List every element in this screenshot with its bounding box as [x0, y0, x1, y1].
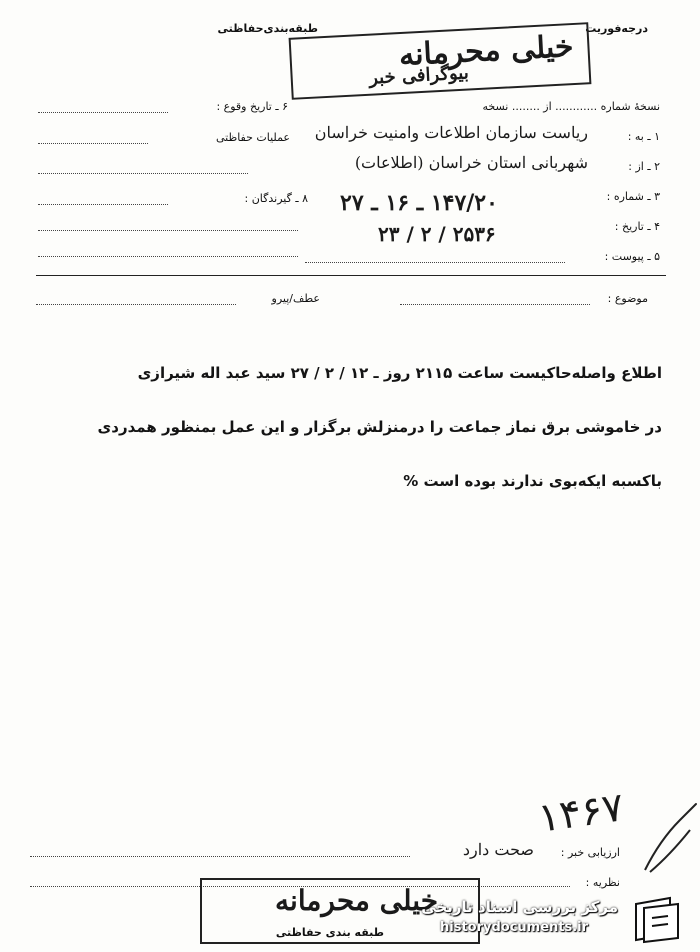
subject-label: موضوع : — [607, 292, 648, 305]
from-value: شهربانی استان خراسان (اطلاعات) — [354, 153, 588, 172]
body-line-2: در خاموشی برق نماز جماعت را درمنزلش برگزار و این عمل بمنظور همدردی — [97, 418, 662, 436]
to-dots — [38, 143, 148, 144]
body-line-1: اطلاع واصله‌حاکیست ساعت ۲۱۱۵ روز ـ ۱۲ / ۲ / ۲۷ سید عبد اله شیرازی — [137, 364, 662, 382]
reference-dots — [36, 304, 236, 305]
evaluation-dots — [30, 856, 410, 857]
stamp-bottom-sub: طبقه بندی حفاظتی — [275, 926, 384, 939]
evaluation-label: ارزیابی خبر : — [560, 846, 620, 859]
watermark-title: مرکز بررسی اسناد تاریخی — [421, 898, 618, 916]
from-label: ۲ ـ از : — [628, 160, 660, 173]
date-label: ۴ ـ تاریخ : — [614, 220, 660, 233]
watermark-url: historydocuments.ir — [440, 920, 589, 935]
copy-number-field: نسخهٔ شماره ............ از ........ نسخه — [482, 100, 660, 113]
header-divider — [36, 275, 666, 276]
evaluation-value: صحت دارد — [462, 840, 534, 859]
stamp-top-text: خیلی محرمانه — [398, 29, 575, 74]
degree-label: درجه‌فوریت — [585, 22, 648, 35]
number-value: ۱۴۷/۲۰ ـ ۱۶ ـ ۲۷ — [340, 190, 498, 216]
reference-label: عطف/پیرو — [271, 292, 320, 305]
stamp-bottom-text: خیلی محرمانه — [275, 884, 438, 917]
opinion-label: نظریه : — [585, 876, 620, 889]
number-label: ۳ ـ شماره : — [606, 190, 660, 203]
subject-dots — [400, 304, 590, 305]
from-dots — [38, 173, 248, 174]
classification-label: طبقه‌بندی‌حفاظتی — [217, 22, 318, 35]
recipients-label: ۸ ـ گیرندگان : — [244, 192, 308, 205]
stamp-top-sub: بیوگرافی خبر — [368, 62, 470, 89]
recipients-dots-1 — [38, 204, 168, 205]
to-label: ۱ ـ به : — [627, 130, 660, 143]
recipients-dots-2 — [38, 230, 298, 231]
watermark-logo-icon — [630, 894, 686, 944]
handwritten-number: ۱۴۶۷ — [535, 784, 627, 842]
to-value-2: عملیات حفاظتی — [215, 131, 290, 144]
attachment-dots — [305, 262, 565, 263]
body-line-3: باکسبه ایکه‌بوی ندارند بوده است % — [403, 472, 662, 490]
signature-scribble-icon — [640, 800, 700, 880]
date-value: ۲۵۳۶ / ۲ / ۲۳ — [378, 222, 496, 246]
attachment-label: ۵ ـ پیوست : — [604, 250, 660, 263]
classification-stamp-top — [289, 22, 592, 100]
event-date-label: ۶ ـ تاریخ وقوع : — [216, 100, 288, 113]
event-date-dots — [38, 112, 168, 113]
recipients-dots-3 — [38, 256, 298, 257]
to-value: ریاست سازمان اطلاعات وامنیت خراسان — [314, 123, 588, 142]
